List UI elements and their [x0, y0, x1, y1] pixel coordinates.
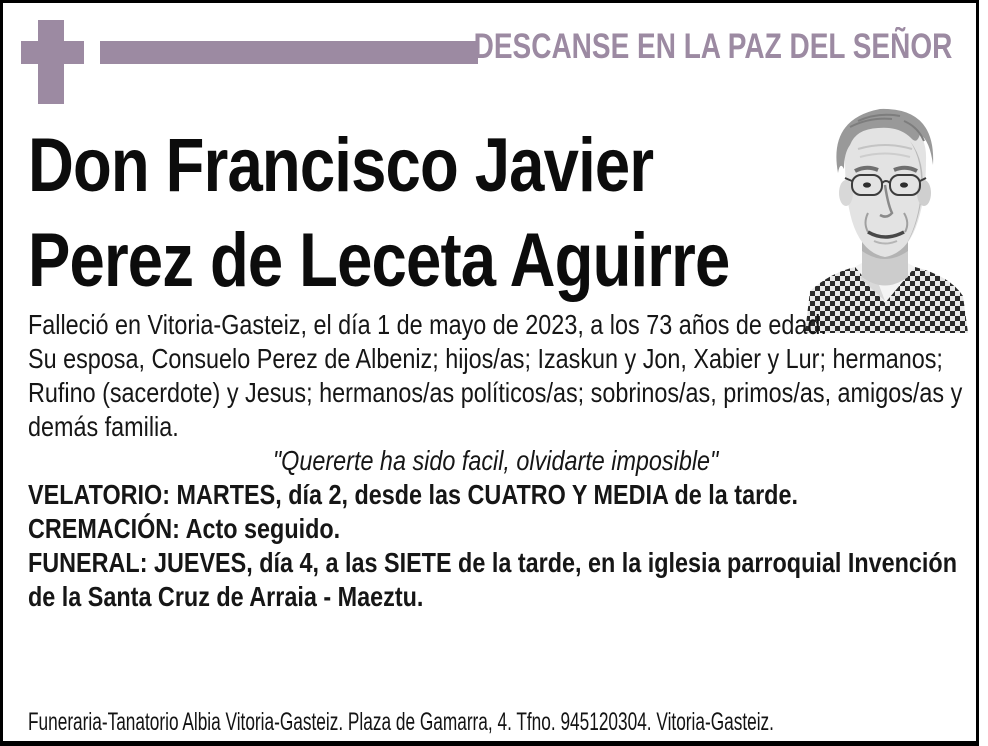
memorial-quote: "Quererte ha sido facil, olvidarte imposible" [272, 445, 719, 476]
name-line-1: Don Francisco Javier [28, 123, 654, 208]
funeral-home-footer: Funeraria-Tanatorio Albia Vitoria-Gasteiz. Plaza de Gamarra, 4. Tfno. 945120304. Vitoria-Gasteiz. [28, 708, 774, 736]
cremacion-info: CREMACIÓN: Acto seguido. [28, 513, 341, 544]
family-list: Su esposa, Consuelo Perez de Albeniz; hijos/as; Izaskun y Jon, Xabier y Lur; hermanos; Rufino (sacerdote) y Jesus; hermanos/as políticos/as; sobrinos/as, primos/as, amigos/as y demás familia. [28, 343, 963, 442]
obituary-text-column [28, 3, 963, 614]
deceased-name [28, 118, 963, 308]
funeral-info: FUNERAL: JUEVES, día 4, a las SIETE de la tarde, en la iglesia parroquial Invención de la Santa Cruz de Arraia - Maeztu. [28, 547, 957, 612]
velatorio-info: VELATORIO: MARTES, día 2, desde las CUATRO Y MEDIA de la tarde. [28, 479, 798, 510]
motto-text: DESCANSE EN LA PAZ DEL SEÑOR [473, 27, 952, 66]
name-line-2: Perez de Leceta Aguirre [28, 218, 730, 303]
death-notice: Falleció en Vitoria-Gasteiz, el día 1 de mayo de 2023, a los 73 años de edad. [28, 309, 827, 340]
